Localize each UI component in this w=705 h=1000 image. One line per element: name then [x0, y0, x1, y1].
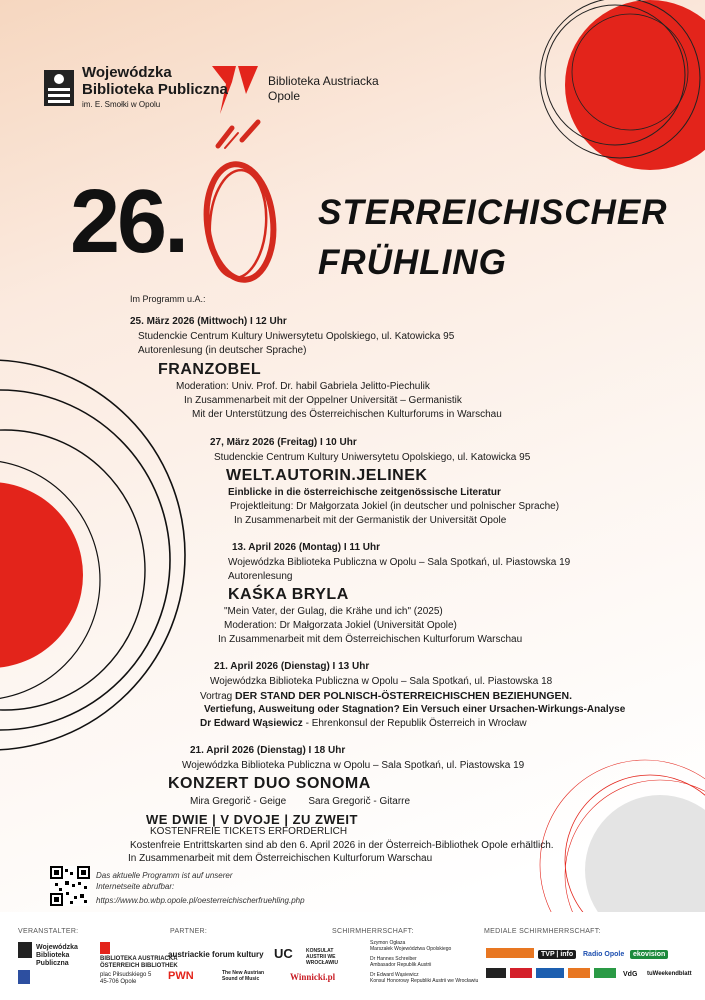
event2-line: Projektleitung: Dr Małgorzata Jokiel (in deutscher und polnischer Sprache) [230, 501, 560, 512]
patron1-name: Szymon Ogłaza [370, 940, 406, 946]
event2-venue: Studenckie Centrum Kultury Uniwersytetu Opolskiego, ul. Katowicka 95 [214, 452, 531, 463]
event1-line: Moderation: Univ. Prof. Dr. habil Gabriela Jelitto-Piechulik [176, 381, 430, 392]
org-ba-addr1: plac Piłsudskiego 5 [100, 972, 152, 978]
patron2-role: Ambasador Republik Austrii [370, 962, 432, 968]
partners-label: PARTNER: [170, 928, 208, 935]
event1-type: Autorenlesung (in deutscher Sprache) [138, 345, 307, 356]
red-circle-left [0, 482, 83, 668]
austrian-library-logo [268, 74, 379, 104]
patron1-role: Marszałek Województwa Opolskiego [370, 946, 452, 952]
org-ba-line2: ÖSTERREICH BIBLIOTHEK [100, 963, 178, 969]
wbp-logo [82, 64, 228, 109]
event3-line: "Mein Vater, der Gulag, die Krähe und ich" (2025) [224, 606, 443, 617]
partner-winnicki: Winnicki.pl [290, 972, 336, 982]
qr-note-line1: Das aktuelle Programm ist auf unserer [96, 871, 233, 880]
o-umlaut-icon [201, 122, 279, 283]
partner-consulate: KONSULAT AUSTRII WE WROCŁAWIU [306, 948, 338, 966]
event3-headline: KAŚKA BRYLA [228, 586, 349, 603]
event2-headline: WELT.AUTORIN.JELINEK [226, 467, 428, 484]
event2-line: In Zusammenarbeit mit der Germanistik der Universität Opole [234, 515, 507, 526]
event3-line: Moderation: Dr Małgorzata Jokiel (Universität Opole) [224, 620, 457, 631]
event1-line: In Zusammenarbeit mit der Oppelner Universität – Germanistik [184, 395, 462, 406]
wbp-name-line1: Wojewódzka [82, 64, 172, 81]
partner-new-austrian: The New Austrian Sound of Music [222, 970, 265, 982]
title-line1: STERREICHISCHER [318, 193, 668, 232]
media-logos-strip-icon [486, 968, 616, 978]
partner-uc: UC [274, 946, 293, 961]
event4-venue: Wojewódzka Biblioteka Publiczna w Opolu – Sala Spotkań, ul. Piastowska 18 [210, 676, 553, 687]
org-ba-addr2: 45-706 Opole [100, 979, 137, 985]
partner-pwn: PWN [168, 970, 194, 982]
event5-headline: KONZERT DUO SONOMA [168, 775, 371, 792]
media-ekovision: ekovision [630, 950, 668, 959]
org-ba-icon [100, 942, 110, 954]
patronage-label: SCHIRMHERRSCHAFT: [332, 928, 414, 935]
ba-name-line2: Opole [268, 89, 301, 103]
title-letter [206, 170, 207, 171]
patron2-name: Dr Hannes Schreiber [370, 956, 417, 962]
event2-subheadline: Einblicke in die österreichische zeitgenössische Literatur [228, 487, 501, 498]
wbp-name-line2: Biblioteka Publiczna [82, 81, 228, 98]
media-radio-opole: Radio Opole [580, 950, 627, 959]
qr-note [96, 870, 305, 906]
title-line2: FRÜHLING [318, 243, 507, 282]
event3-date: 13. April 2026 (Montag) I 11 Uhr [232, 542, 381, 553]
ba-name-line1: Biblioteka Austriacka [268, 74, 379, 88]
event4-speaker [200, 718, 527, 730]
event4-vortrag [200, 690, 572, 703]
org-region-crest-icon [18, 970, 30, 984]
wbp-logo-icon [44, 70, 74, 106]
patron3-role: Konsul Honorowy Republiki Austrii we Wrocławiu [370, 978, 479, 984]
footer [0, 912, 705, 1000]
media-vdg: VdG [620, 970, 640, 979]
event3-type: Autorenlesung [228, 571, 293, 582]
event1-venue: Studenckie Centrum Kultury Uniwersytetu Opolskiego, ul. Katowicka 95 [138, 331, 455, 342]
event1-date: 25. März 2026 (Mittwoch) I 12 Uhr [130, 316, 287, 327]
event1-headline: FRANZOBEL [158, 361, 262, 378]
org-wbp-icon [18, 942, 32, 958]
organizers-label: VERANSTALTER: [18, 928, 79, 935]
event5-date: 21. April 2026 (Dienstag) I 18 Uhr [190, 745, 346, 756]
event4-date: 21. April 2026 (Dienstag) I 13 Uhr [214, 661, 370, 672]
event5-venue: Wojewódzka Biblioteka Publiczna w Opolu – Sala Spotkań, ul. Piastowska 19 [182, 760, 525, 771]
event4-speaker-name: Dr Edward Wąsiewicz [200, 718, 303, 729]
org-ba-line1: BIBLIOTEKA AUSTRIACKA [100, 956, 178, 962]
event3-venue: Wojewódzka Biblioteka Publiczna w Opolu – Sala Spotkań, ul. Piastowska 19 [228, 557, 571, 568]
event5-line: KOSTENFREIE TICKETS ERFORDERLICH [150, 826, 348, 837]
qr-code-icon[interactable] [50, 866, 90, 906]
event4-subheadline: Vertiefung, Ausweitung oder Stagnation? Ein Versuch einer Ursachen-Wirkungs-Analyse [204, 704, 626, 715]
event4-speaker-role: - Ehrenkonsul der Republik Österreich in Wrocław [302, 718, 527, 729]
event3-line: In Zusammenarbeit mit dem Österreichischen Kulturforum Warschau [218, 634, 523, 645]
wbp-name-line3: im. E. Smołki w Opolu [82, 100, 161, 109]
event5-line: In Zusammenarbeit mit dem Österreichischen Kulturforum Warschau [128, 853, 433, 864]
event5-performers: Mira Gregorič - Geige Sara Gregorič - Gitarre [190, 796, 411, 807]
media-wochenblatt: tuWeekendblatt [644, 970, 695, 978]
org-wbp: Wojewódzka Biblioteka Publiczna [36, 944, 78, 967]
qr-note-line2: Internetseite abrufbar: [96, 882, 175, 891]
event2-date: 27, März 2026 (Freitag) I 10 Uhr [210, 437, 357, 448]
media-label: MEDIALE SCHIRMHERRSCHAFT: [484, 928, 601, 935]
event5-subheadline: WE DWIE | V DVOJE | ZU ZWEIT [146, 812, 358, 827]
program-subtitle: Im Programm u.A.: [130, 294, 206, 304]
qr-note-url[interactable]: https://www.bo.wbp.opole.pl/oesterreichischerfruehling.php [96, 896, 305, 905]
event4-headline: DER STAND DER POLNISCH-ÖSTERREICHISCHEN BEZIEHUNGEN. [235, 690, 573, 702]
edition-number: 26. [70, 172, 187, 272]
media-logo-icon [486, 948, 534, 958]
event1-line: Mit der Unterstützung des Österreichischen Kulturforums in Warschau [192, 409, 502, 420]
event5-line: Kostenfreie Entrittskarten sind ab den 6. April 2026 in der Österreich-Bibliothek Opole erhältlich. [130, 840, 554, 851]
patron3-name: Dr Edward Wąsiewicz [370, 972, 419, 978]
media-tvp: TVP | info [538, 950, 576, 959]
event4-vortrag-prefix: Vortrag [200, 691, 233, 702]
partner-forum: austriackie forum kultury [168, 950, 264, 959]
